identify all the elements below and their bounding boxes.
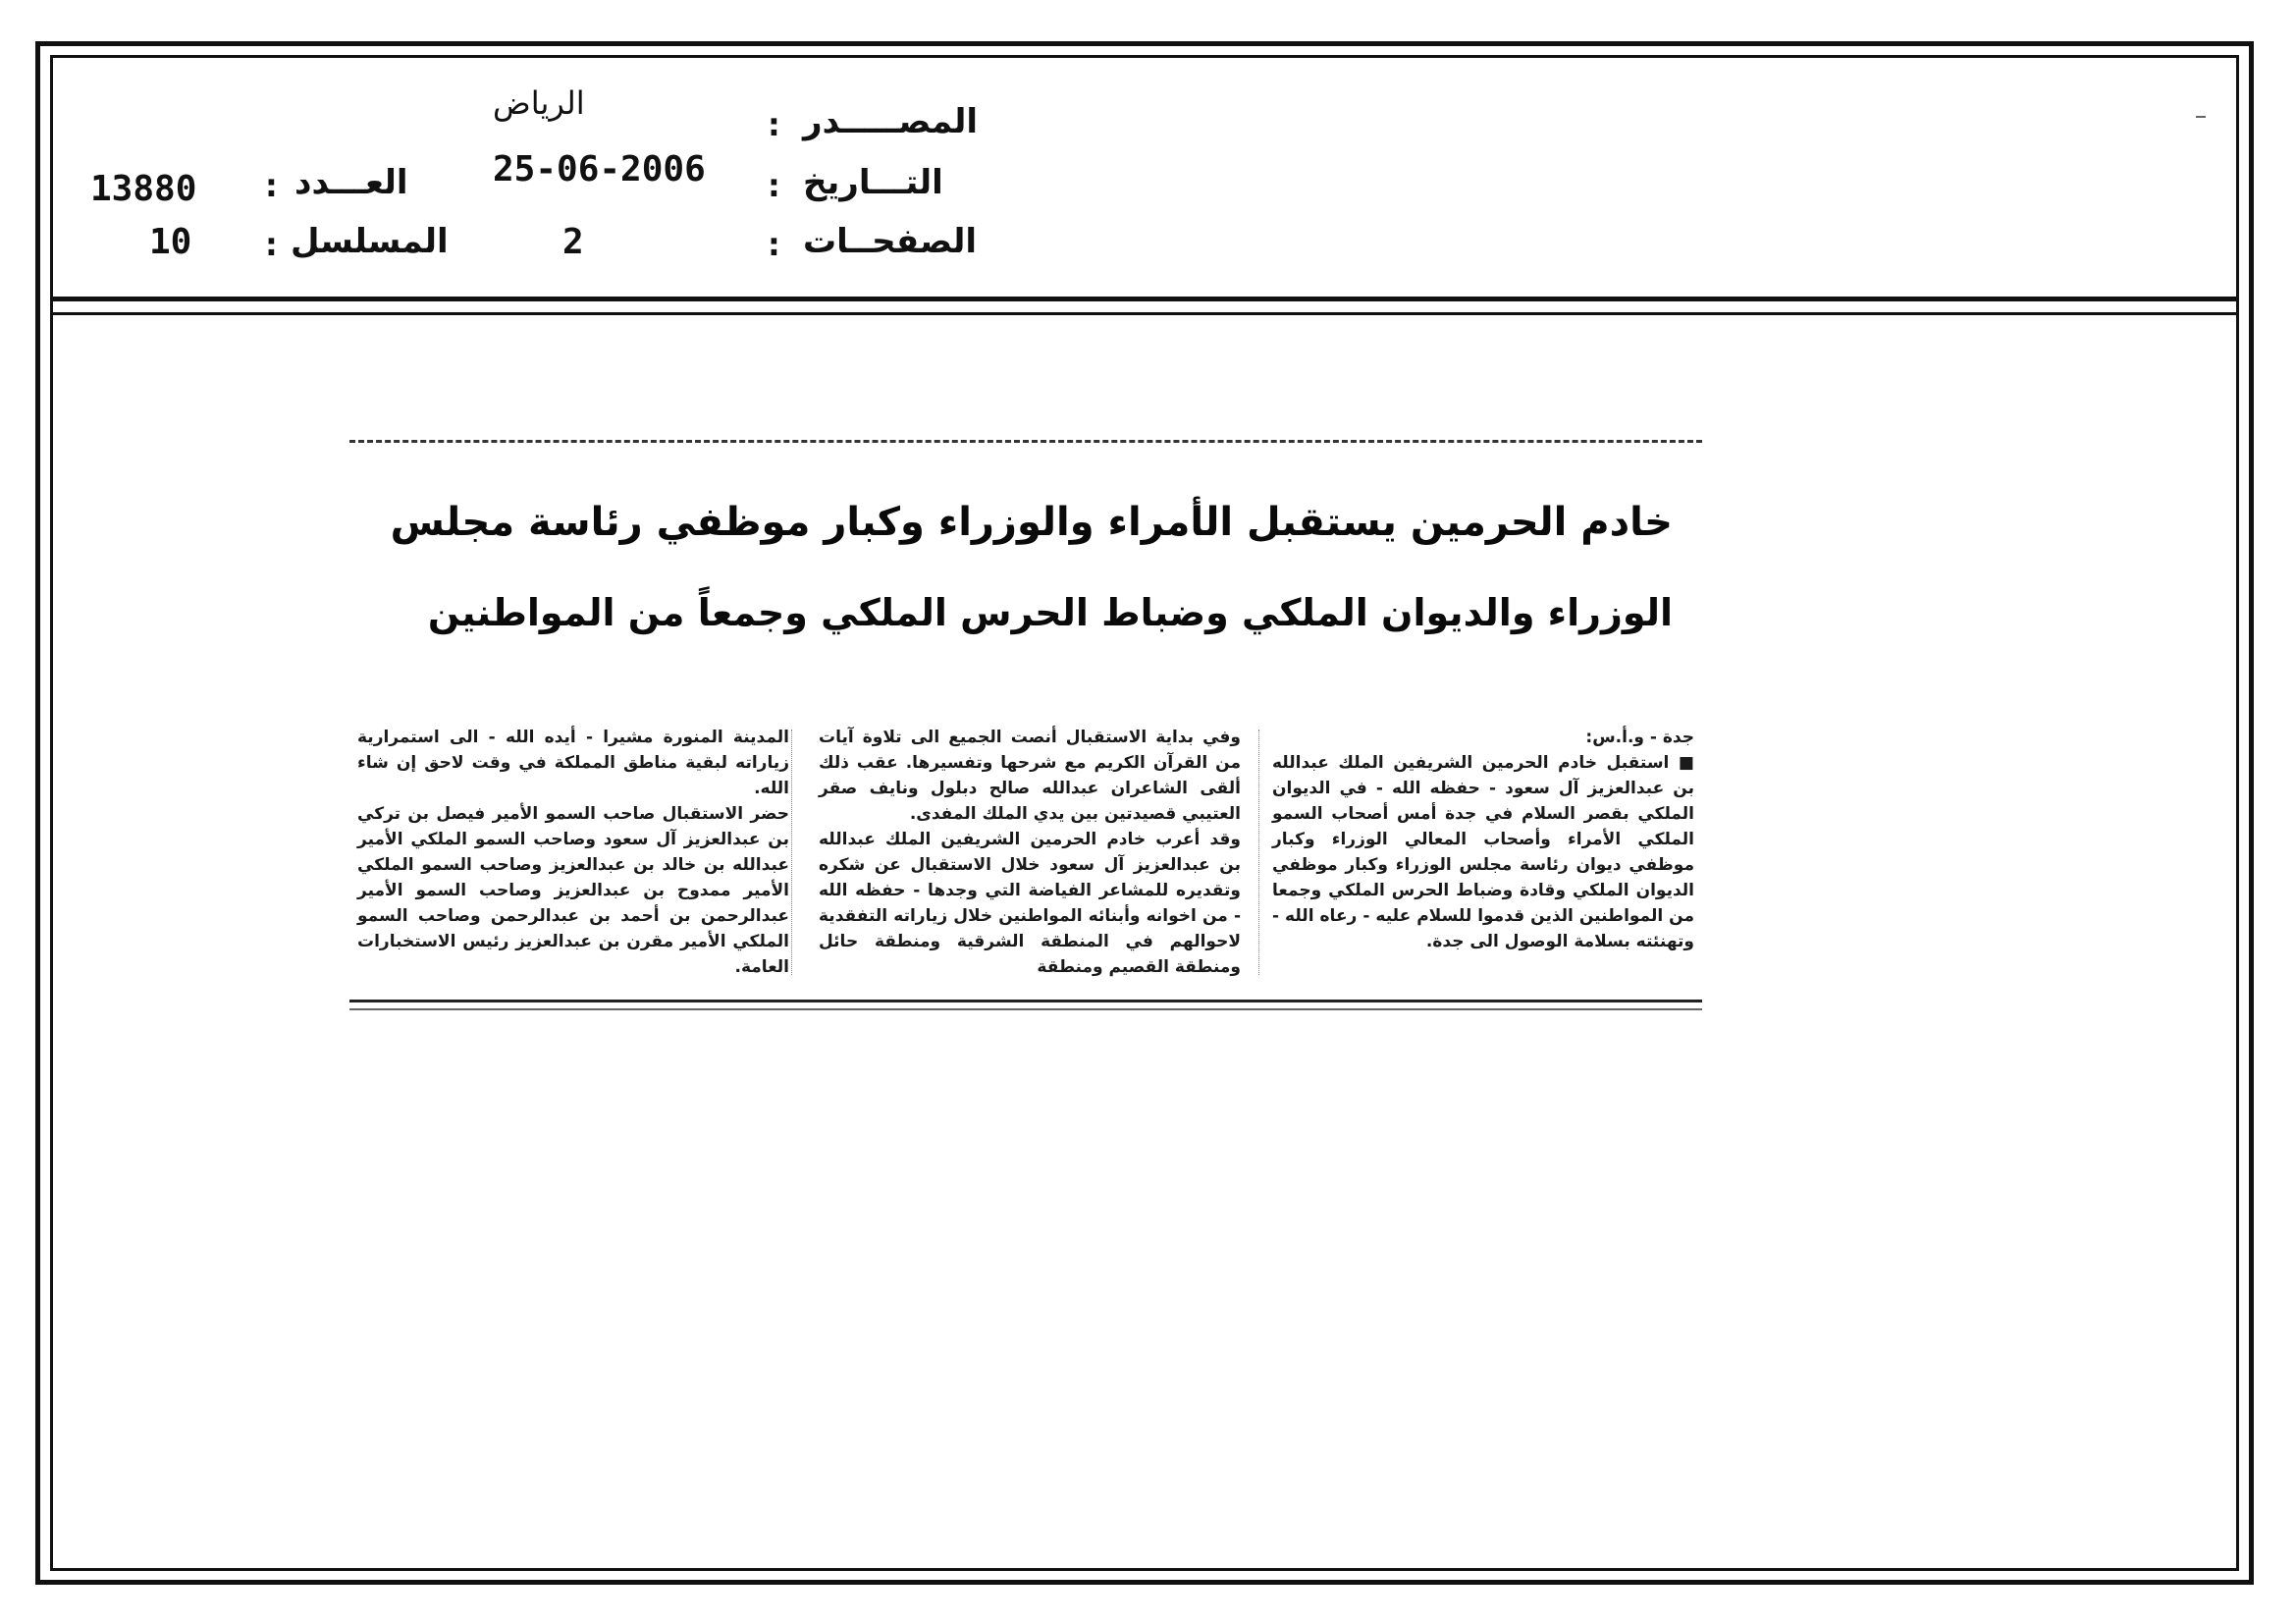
- pages-colon: :: [768, 226, 780, 263]
- issue-colon: :: [265, 167, 278, 204]
- pages-value: 2: [562, 222, 584, 262]
- corner-mark: [2196, 116, 2206, 118]
- article-paragraph: وفي بداية الاستقبال أنصت الجميع الى تلاوة آيات من القرآن الكريم مع شرحها وتفسيرها. عقب ذلك ألقى الشاعران عبدالله صالح دبلول ونايف صقر العتيبي قصيدتين بين يدي الملك المفدى.: [819, 728, 1241, 824]
- header-divider-thin: [50, 312, 2239, 315]
- source-colon: :: [768, 106, 780, 143]
- serial-colon: :: [265, 226, 278, 263]
- news-clipping: [349, 440, 1702, 1009]
- article-column-middle: [819, 725, 1241, 980]
- article-dateline: جدة - و.أ.س:: [1585, 728, 1694, 747]
- headline-line-2: الوزراء والديوان الملكي وضباط الحرس الملكي وجمعاً من المواطنين: [427, 591, 1673, 634]
- date-colon: :: [768, 167, 780, 204]
- column-separator: [791, 730, 792, 975]
- clipping-bottom-rule: [349, 1000, 1702, 1010]
- date-value: 25-06-2006: [493, 149, 706, 189]
- issue-label: العـــدد: [294, 163, 408, 202]
- issue-value: 13880: [90, 169, 197, 209]
- article-column-right: [1272, 725, 1694, 954]
- pages-label: الصفحــات: [803, 222, 978, 261]
- article-paragraph: المدينة المنورة مشيرا - أيده الله - الى استمرارية زياراته لبقية مناطق المملكة في وقت لاحق إن شاء الله.: [357, 728, 789, 798]
- headline-line-1: خادم الحرمين يستقبل الأمراء والوزراء وكبار موظفي رئاسة مجلس: [390, 500, 1673, 545]
- date-label: التـــاريخ: [803, 163, 943, 202]
- source-value: الرياض: [493, 84, 585, 122]
- serial-value: 10: [149, 222, 192, 262]
- serial-label: المسلسل: [291, 222, 449, 261]
- article-paragraph: ■ استقبل خادم الحرمين الشريفين الملك عبدالله بن عبدالعزيز آل سعود - حفظه الله - في الديوان الملكي بقصر السلام في جدة أمس أصحاب السمو الملكي الأمراء وأصحاب المعالي الوزراء وكبار موظفي ديوان رئاسة مجلس الوزراء وكبار موظفي الديوان الملكي وقادة وضباط الحرس الملكي وجمعا من المواطنين الذين قدموا للسلام عليه - رعاه الله - وتهنئته بسلامة الوصول الى جدة.: [1272, 753, 1694, 951]
- article-paragraph: وقد أعرب خادم الحرمين الشريفين الملك عبدالله بن عبدالعزيز آل سعود خلال الاستقبال عن شكره وتقديره للمشاعر الفياضة التي وجدها - حفظه الله - من اخوانه وأبنائه المواطنين خلال زياراته التفقدية لاحوالهم في المنطقة الشرقية ومنطقة حائل ومنطقة القصيم ومنطقة: [819, 830, 1241, 977]
- column-separator: [1258, 730, 1259, 975]
- article-column-left: [357, 725, 789, 980]
- source-label: المصـــــدر: [803, 102, 979, 141]
- clipping-top-rule: [349, 440, 1702, 447]
- header-divider-thick: [50, 297, 2239, 301]
- article-paragraph: حضر الاستقبال صاحب السمو الأمير فيصل بن تركي بن عبدالعزيز آل سعود وصاحب السمو الملكي الأمير عبدالله بن خالد بن عبدالعزيز وصاحب السمو الملكي الأمير ممدوح بن عبدالعزيز وصاحب السمو الأمير عبدالرحمن بن أحمد بن عبدالرحمن وصاحب السمو الملكي الأمير مقرن بن عبدالعزيز رئيس الاستخبارات العامة.: [357, 804, 789, 977]
